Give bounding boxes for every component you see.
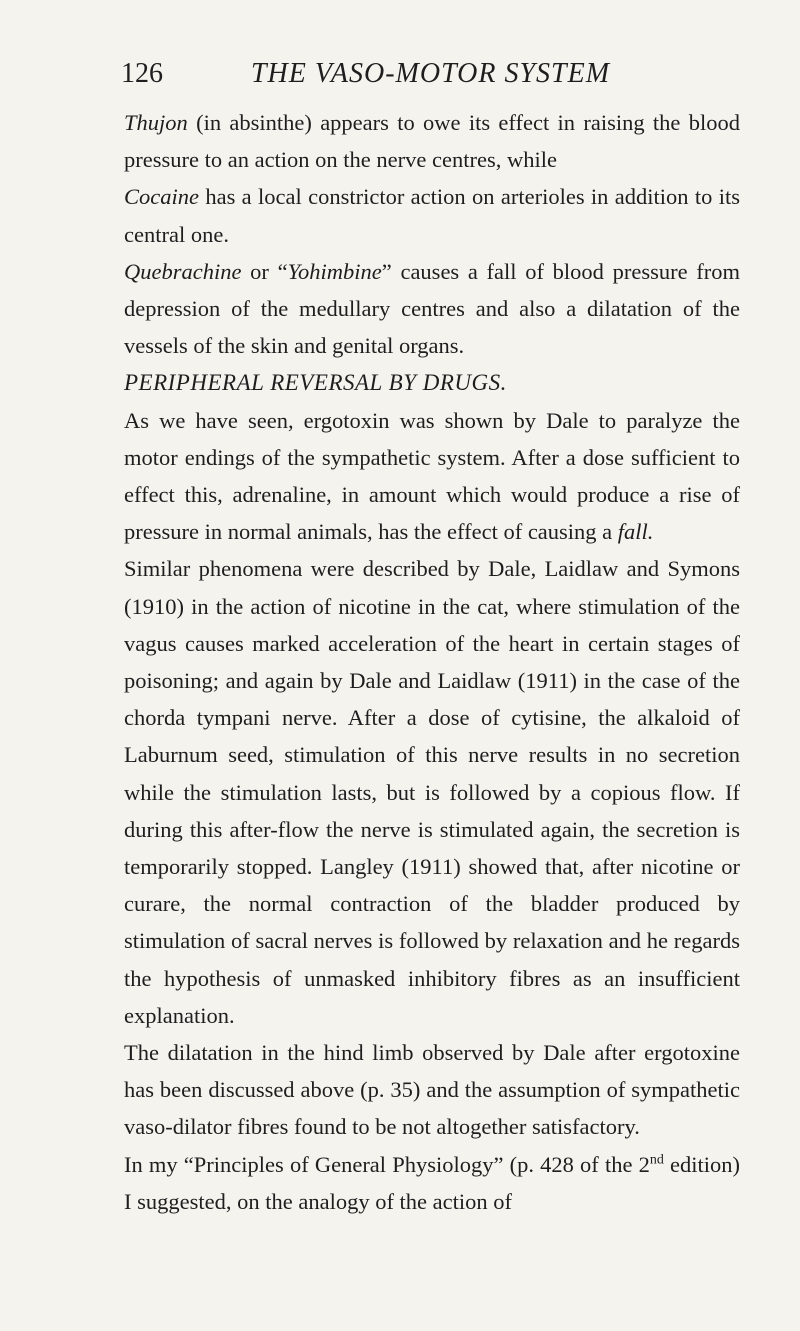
emphasis-fall: fall. [617,519,654,545]
drug-name-cocaine: Cocaine [124,184,199,210]
page-header [121,58,740,92]
paragraph-text: edition) I suggested, on the analogy of the action of [124,1151,740,1214]
paragraph-hind-limb: The dilatation in the hind limb observed by Dale after ergotoxine has been discussed above (p. 35) and the assumption of sympathetic vaso-dilator fibres found to be not altogether satisfactory. [124,1040,740,1140]
paragraph-text: As we have seen, ergotoxin was shown by Dale to paralyze the motor endings of the sympathetic system. After a dose sufficient to effect this, adrenaline, in amount which would produce a rise of pressure in normal animals, has the effect of causing a [124,407,740,545]
page-number: 126 [121,58,163,89]
paragraph-text: In my “Principles of General Physiology” (p. 428 of the 2 [124,1151,650,1177]
paragraph-quebrachine [124,253,740,365]
paragraph-text: or “ [241,258,288,284]
superscript-nd: nd [649,1152,664,1168]
running-title: THE VASO-MOTOR SYSTEM [250,58,611,89]
page-body [124,104,740,1220]
drug-name-thujon: Thujon [124,110,188,135]
drug-name-quebrachine: Quebrachine [124,258,242,284]
paragraph-similar-phenomena: Similar phenomena were described by Dale, Laidlaw and Symons (1910) in the action of nicotine in the cat, where stimulation of the vagus causes marked acceleration of the heart in certain stages of poisoning; and again by Dale and Laidlaw (1911) in the case of the chorda tympani nerve. After a dose of cytisine, the alkaloid of Laburnum seed, stimulation of this nerve results in no secretion while the stimulation lasts, but is followed by a copious flow. If during this after-flow the nerve is stimulated again, the secretion is temporarily stopped. Langley (1911) showed that, after nicotine or curare, the normal contraction of the bladder produced by stimulation of sacral nerves is followed by relaxation and he regards the hypothesis of unmasked inhibitory fibres as an insufficient explanation. [124,556,740,1028]
paragraph-text: ” causes a fall of blood pressure from depression of the medullary centres and also a dilatation of the vessels of the skin and genital organs. [124,258,740,359]
paragraph-thujon [124,104,740,178]
paragraph-principles [124,1146,740,1220]
section-heading: PERIPHERAL REVERSAL BY DRUGS. [124,370,507,396]
paragraph-ergotoxin [124,402,740,551]
paragraph-text: has a local constrictor action on arterioles in addition to its central one. [124,184,740,247]
drug-name-yohimbine: Yohimbine [287,258,382,284]
paragraph-text: (in absinthe) appears to owe its effect in raising the blood pressure to an action on the nerve centres, while [124,110,740,173]
paragraph-cocaine [124,178,740,252]
